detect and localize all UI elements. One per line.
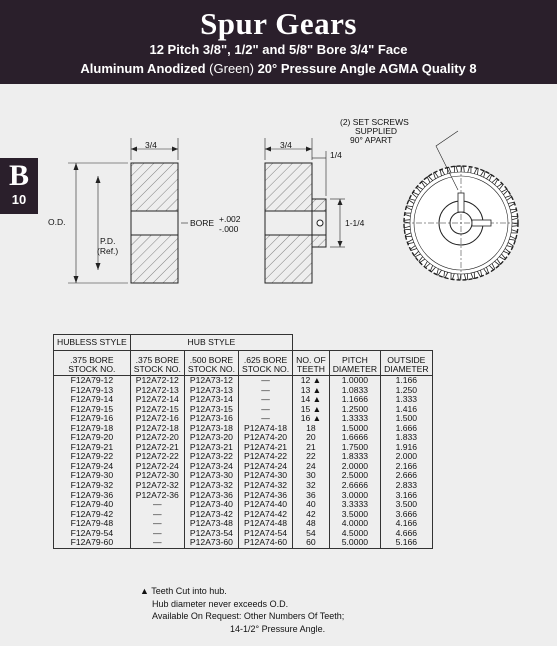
cell-b625: P12A74-54 <box>238 529 292 539</box>
hub-face-width-label: 3/4 <box>280 140 292 150</box>
cell-b625: P12A74-30 <box>238 471 292 481</box>
cell-teeth: 30 <box>293 471 330 481</box>
cell-hubless: F12A79-40 <box>54 500 131 510</box>
col-hub-500: .500 BORE STOCK NO. <box>184 351 238 376</box>
cell-b375: — <box>130 500 184 510</box>
cell-b625: P12A74-22 <box>238 452 292 462</box>
cell-teeth: 24 <box>293 462 330 472</box>
cell-teeth: 14 ▲ <box>293 395 330 405</box>
cell-b500: P12A73-42 <box>184 510 238 520</box>
cell-b500: P12A73-16 <box>184 414 238 424</box>
cell-hubless: F12A79-12 <box>54 376 131 386</box>
bore-label: BORE <box>190 218 215 228</box>
setscrew-note-3: 90° APART <box>350 135 393 145</box>
cell-outside: 5.166 <box>381 538 432 548</box>
cell-outside: 1.666 <box>381 424 432 434</box>
cell-hubless: F12A79-60 <box>54 538 131 548</box>
cell-pitch: 4.5000 <box>329 529 380 539</box>
cell-b375: P12A72-13 <box>130 386 184 396</box>
pd-ref-label: (Ref.) <box>97 246 119 256</box>
cell-teeth: 16 ▲ <box>293 414 330 424</box>
cell-teeth: 36 <box>293 491 330 501</box>
cell-pitch: 1.6666 <box>329 433 380 443</box>
cell-pitch: 2.5000 <box>329 471 380 481</box>
cell-b625: — <box>238 386 292 396</box>
section-number: 10 <box>11 192 27 207</box>
cell-b375: — <box>130 510 184 520</box>
gear-front-view <box>404 131 518 280</box>
cell-teeth: 60 <box>293 538 330 548</box>
cell-b500: P12A73-22 <box>184 452 238 462</box>
cell-teeth: 20 <box>293 433 330 443</box>
cell-b375: — <box>130 519 184 529</box>
tolerance-minus: -.000 <box>219 224 239 234</box>
cell-b625: — <box>238 395 292 405</box>
cell-outside: 1.166 <box>381 376 432 386</box>
cell-b375: P12A72-18 <box>130 424 184 434</box>
cell-b375: P12A72-16 <box>130 414 184 424</box>
note-available: Available On Request: Other Numbers Of Teeth; <box>152 611 345 621</box>
od-label: O.D. <box>48 217 66 227</box>
cell-pitch: 3.3333 <box>329 500 380 510</box>
cell-b500: P12A73-60 <box>184 538 238 548</box>
cell-b625: P12A74-40 <box>238 500 292 510</box>
cell-b375: P12A72-15 <box>130 405 184 415</box>
cell-pitch: 5.0000 <box>329 538 380 548</box>
cell-pitch: 2.6666 <box>329 481 380 491</box>
cell-hubless: F12A79-22 <box>54 452 131 462</box>
cell-outside: 3.666 <box>381 510 432 520</box>
note-hub-diameter: Hub diameter never exceeds O.D. <box>152 598 289 609</box>
cell-pitch: 1.5000 <box>329 424 380 434</box>
cell-pitch: 1.0000 <box>329 376 380 386</box>
cell-b500: P12A73-15 <box>184 405 238 415</box>
cell-b625: P12A74-32 <box>238 481 292 491</box>
cell-outside: 4.166 <box>381 519 432 529</box>
cell-pitch: 1.3333 <box>329 414 380 424</box>
cell-pitch: 3.5000 <box>329 510 380 520</box>
cell-outside: 2.166 <box>381 462 432 472</box>
cell-b625: — <box>238 405 292 415</box>
cell-b500: P12A73-20 <box>184 433 238 443</box>
page-title: Spur Gears <box>200 6 357 41</box>
cell-outside: 1.500 <box>381 414 432 424</box>
cell-b375: P12A72-30 <box>130 471 184 481</box>
cell-outside: 2.000 <box>381 452 432 462</box>
cell-hubless: F12A79-24 <box>54 462 131 472</box>
cell-b500: P12A73-48 <box>184 519 238 529</box>
hub-length-label: 1/4 <box>330 150 342 160</box>
hub-diameter-label: 1-1/4 <box>345 218 365 228</box>
setscrew-note-1: (2) SET SCREWS <box>340 117 409 127</box>
cell-teeth: 22 <box>293 452 330 462</box>
cell-pitch: 1.2500 <box>329 405 380 415</box>
col-hub-375: .375 BORE STOCK NO. <box>130 351 184 376</box>
cell-b500: P12A73-30 <box>184 471 238 481</box>
cell-b375: — <box>130 529 184 539</box>
cell-hubless: F12A79-21 <box>54 443 131 453</box>
cell-pitch: 1.1666 <box>329 395 380 405</box>
cell-hubless: F12A79-14 <box>54 395 131 405</box>
cell-outside: 1.333 <box>381 395 432 405</box>
cell-teeth: 54 <box>293 529 330 539</box>
note-teeth-cut: ▲ Teeth Cut into hub. <box>140 586 227 596</box>
section-letter: B <box>8 159 29 192</box>
face-width-label: 3/4 <box>145 140 157 150</box>
cell-teeth: 40 <box>293 500 330 510</box>
cell-teeth: 18 <box>293 424 330 434</box>
cell-hubless: F12A79-32 <box>54 481 131 491</box>
col-hub-625: .625 BORE STOCK NO. <box>238 351 292 376</box>
cell-b500: P12A73-54 <box>184 529 238 539</box>
cell-b500: P12A73-18 <box>184 424 238 434</box>
cell-b500: P12A73-36 <box>184 491 238 501</box>
cell-hubless: F12A79-48 <box>54 519 131 529</box>
cell-outside: 1.833 <box>381 433 432 443</box>
cell-b375: P12A72-24 <box>130 462 184 472</box>
cell-pitch: 1.0833 <box>329 386 380 396</box>
cell-pitch: 3.0000 <box>329 491 380 501</box>
cell-b500: P12A73-14 <box>184 395 238 405</box>
col-pitch: PITCH DIAMETER <box>329 351 380 376</box>
hubless-gear-section <box>68 138 188 283</box>
material-label: Aluminum Anodized <box>80 61 206 76</box>
cell-b625: P12A74-60 <box>238 538 292 548</box>
cell-teeth: 13 ▲ <box>293 386 330 396</box>
spec-table <box>53 334 433 549</box>
cell-hubless: F12A79-36 <box>54 491 131 501</box>
cell-outside: 1.416 <box>381 405 432 415</box>
cell-outside: 2.833 <box>381 481 432 491</box>
col-teeth: NO. OF TEETH <box>293 351 330 376</box>
pressure-quality-label: 20° Pressure Angle AGMA Quality 8 <box>257 61 477 76</box>
pd-label: P.D. <box>100 236 116 246</box>
cell-b375: P12A72-20 <box>130 433 184 443</box>
cell-teeth: 12 ▲ <box>293 376 330 386</box>
cell-outside: 1.916 <box>381 443 432 453</box>
cell-b625: P12A74-48 <box>238 519 292 529</box>
cell-outside: 3.166 <box>381 491 432 501</box>
cell-hubless: F12A79-16 <box>54 414 131 424</box>
cell-b500: P12A73-13 <box>184 386 238 396</box>
cell-hubless: F12A79-15 <box>54 405 131 415</box>
cell-outside: 3.500 <box>381 500 432 510</box>
cell-b500: P12A73-32 <box>184 481 238 491</box>
cell-teeth: 32 <box>293 481 330 491</box>
cell-b625: P12A74-20 <box>238 433 292 443</box>
cell-outside: 2.666 <box>381 471 432 481</box>
cell-outside: 1.250 <box>381 386 432 396</box>
cell-teeth: 42 <box>293 510 330 520</box>
cell-b500: P12A73-12 <box>184 376 238 386</box>
col-hubless-375: .375 BORE STOCK NO. <box>54 351 131 376</box>
cell-hubless: F12A79-42 <box>54 510 131 520</box>
cell-hubless: F12A79-18 <box>54 424 131 434</box>
footnotes <box>140 585 344 635</box>
cell-b625: P12A74-18 <box>238 424 292 434</box>
cell-b375: P12A72-32 <box>130 481 184 491</box>
cell-outside: 4.666 <box>381 529 432 539</box>
cell-b625: P12A74-21 <box>238 443 292 453</box>
cell-teeth: 21 <box>293 443 330 453</box>
cell-b625: P12A74-24 <box>238 462 292 472</box>
cell-b500: P12A73-21 <box>184 443 238 453</box>
cell-b375: P12A72-36 <box>130 491 184 501</box>
spec-line-1: 12 Pitch 3/8", 1/2" and 5/8" Bore 3/4" Face <box>149 42 408 57</box>
cell-b375: P12A72-22 <box>130 452 184 462</box>
color-label: (Green) <box>205 61 258 76</box>
cell-b375: P12A72-21 <box>130 443 184 453</box>
col-outside: OUTSIDE DIAMETER <box>381 351 432 376</box>
cell-hubless: F12A79-54 <box>54 529 131 539</box>
cell-b625: — <box>238 414 292 424</box>
cell-pitch: 2.0000 <box>329 462 380 472</box>
cell-b375: P12A72-12 <box>130 376 184 386</box>
cell-b625: P12A74-36 <box>238 491 292 501</box>
setscrew-note-2: SUPPLIED <box>355 126 398 136</box>
cell-b500: P12A73-40 <box>184 500 238 510</box>
cell-b625: P12A74-42 <box>238 510 292 520</box>
cell-b500: P12A73-24 <box>184 462 238 472</box>
hubless-group-header: HUBLESS STYLE <box>54 335 131 351</box>
cell-hubless: F12A79-13 <box>54 386 131 396</box>
cell-hubless: F12A79-20 <box>54 433 131 443</box>
cell-hubless: F12A79-30 <box>54 471 131 481</box>
hub-group-header: HUB STYLE <box>130 335 292 351</box>
table-row <box>54 538 433 548</box>
note-pressure-angle: 14-1/2° Pressure Angle. <box>230 623 326 634</box>
cell-b375: P12A72-14 <box>130 395 184 405</box>
cell-pitch: 1.8333 <box>329 452 380 462</box>
tolerance-plus: +.002 <box>219 214 241 224</box>
cell-pitch: 1.7500 <box>329 443 380 453</box>
cell-b625: — <box>238 376 292 386</box>
cell-teeth: 48 <box>293 519 330 529</box>
cell-pitch: 4.0000 <box>329 519 380 529</box>
cell-b375: — <box>130 538 184 548</box>
cell-teeth: 15 ▲ <box>293 405 330 415</box>
